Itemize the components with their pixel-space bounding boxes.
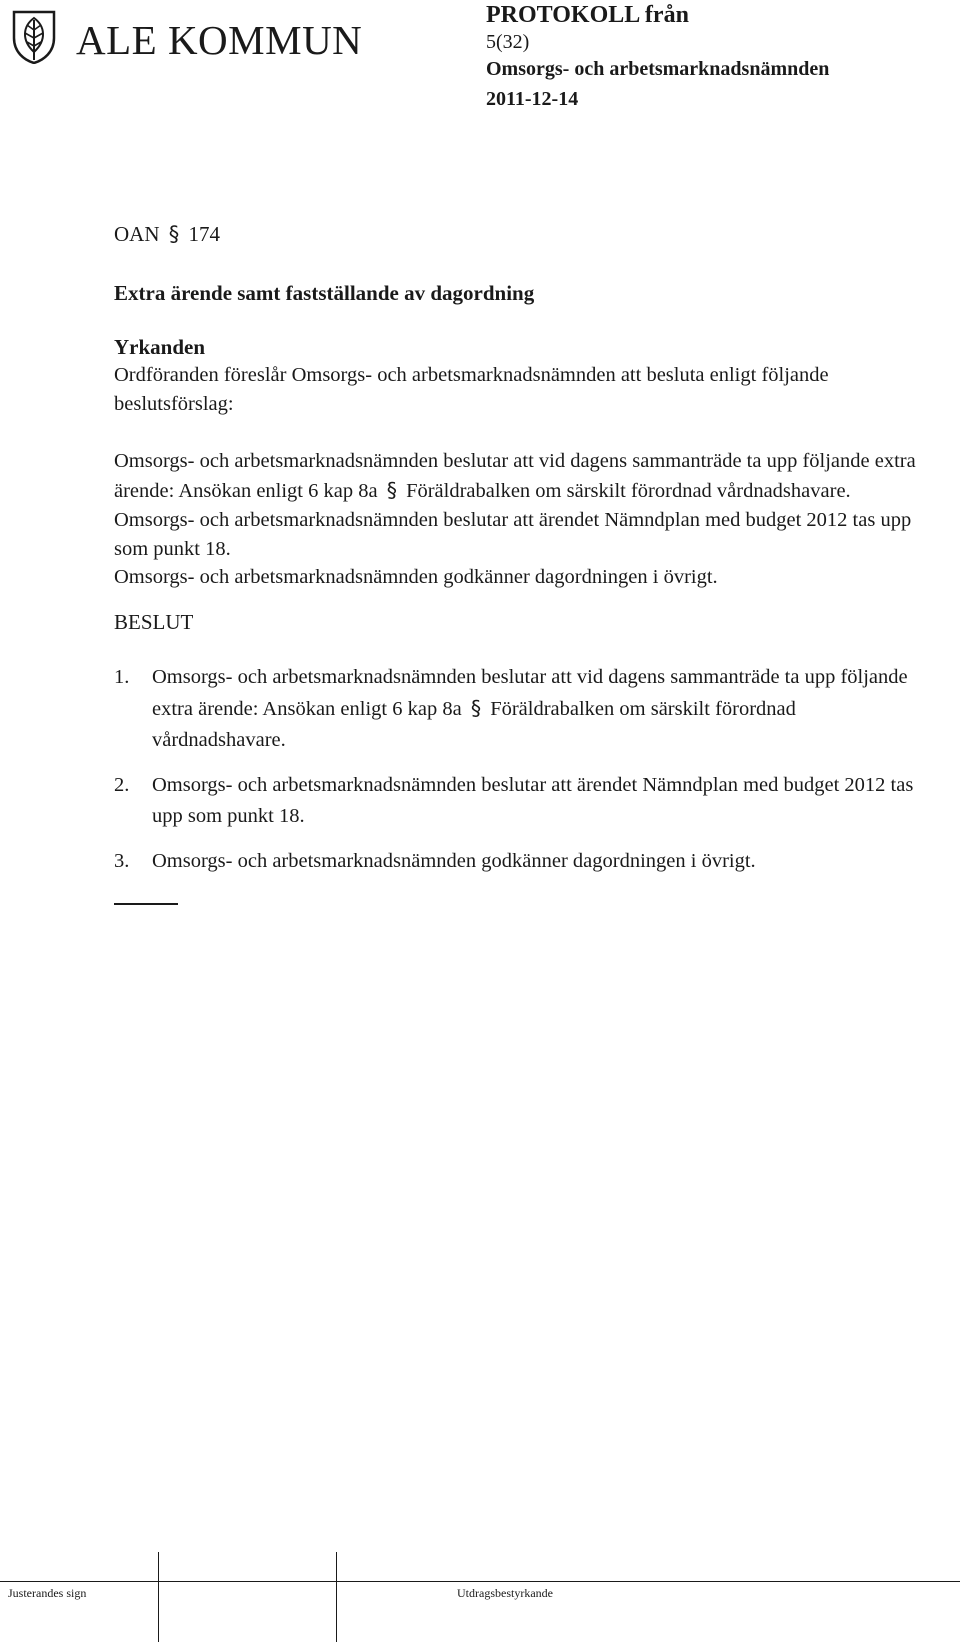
yrkanden-intro: Ordföranden föreslår Omsorgs- och arbetsmarknadsnämnden att besluta enligt följande beslutsförslag: [114, 364, 829, 415]
sign-label: Justerandes sign [8, 1586, 87, 1600]
page-number: 5(32) [486, 31, 530, 53]
section-number [114, 222, 934, 247]
logo-text: ALE KOMMUN [76, 17, 363, 63]
proposal-1 [114, 447, 934, 506]
proposal-1-section-symbol: § [386, 478, 397, 502]
decision-text-a: Omsorgs- och arbetsmarknadsnämnden beslutar att ärendet Nämndplan med budget 2012 tas upp som punkt 18. [152, 774, 914, 827]
decision-number: 2. [114, 774, 130, 796]
protocol-header [486, 0, 829, 114]
yrkanden-heading: Yrkanden [114, 335, 206, 359]
decision-item-3 [114, 846, 934, 877]
sign-box-divider [158, 1552, 159, 1642]
section-symbol: § [168, 222, 180, 246]
decision-item-2 [114, 770, 934, 832]
proposal-1-text-a: Omsorgs- och arbetsmarknadsnämnden beslutar att vid dagens sammanträde ta upp följande extra ärende: Ansökan enligt 6 kap 8a [114, 450, 916, 502]
proposal-3: Omsorgs- och arbetsmarknadsnämnden godkänner dagordningen i övrigt. [114, 566, 718, 588]
sign-box-divider [336, 1552, 337, 1642]
decision-text-b: Föräldrabalken om särskilt förordnad vårdnadshavare. [152, 698, 796, 751]
leaf-shield-icon [10, 8, 58, 64]
section-prefix: OAN [114, 222, 160, 246]
proposal-2: Omsorgs- och arbetsmarknadsnämnden beslutar att ärendet Nämndplan med budget 2012 tas upp som punkt 18. [114, 509, 912, 560]
decision-number: 3. [114, 850, 130, 872]
decision-text-a: Omsorgs- och arbetsmarknadsnämnden beslutar att vid dagens sammanträde ta upp följande extra ärende: Ansökan enligt 6 kap 8a [152, 666, 908, 720]
extract-label: Utdragsbestyrkande [457, 1586, 553, 1600]
ale-kommun-logo [10, 8, 380, 68]
item-title: Extra ärende samt fastställande av dagordning [114, 281, 535, 305]
section-value: 174 [188, 222, 220, 246]
end-rule [114, 903, 178, 905]
proposal-1-text-b: Föräldrabalken om särskilt förordnad vårdnadshavare. [406, 480, 851, 502]
committee-name: Omsorgs- och arbetsmarknadsnämnden [486, 58, 830, 80]
decision-number: 1. [114, 666, 130, 688]
beslut-heading: BESLUT [114, 610, 194, 634]
decision-text-a: Omsorgs- och arbetsmarknadsnämnden godkänner dagordningen i övrigt. [152, 850, 756, 872]
meeting-date: 2011-12-14 [486, 88, 579, 110]
footer-divider [0, 1581, 960, 1582]
decision-section-symbol: § [470, 696, 482, 720]
protocol-title: PROTOKOLL från [486, 2, 689, 28]
decision-item-1 [114, 662, 934, 756]
